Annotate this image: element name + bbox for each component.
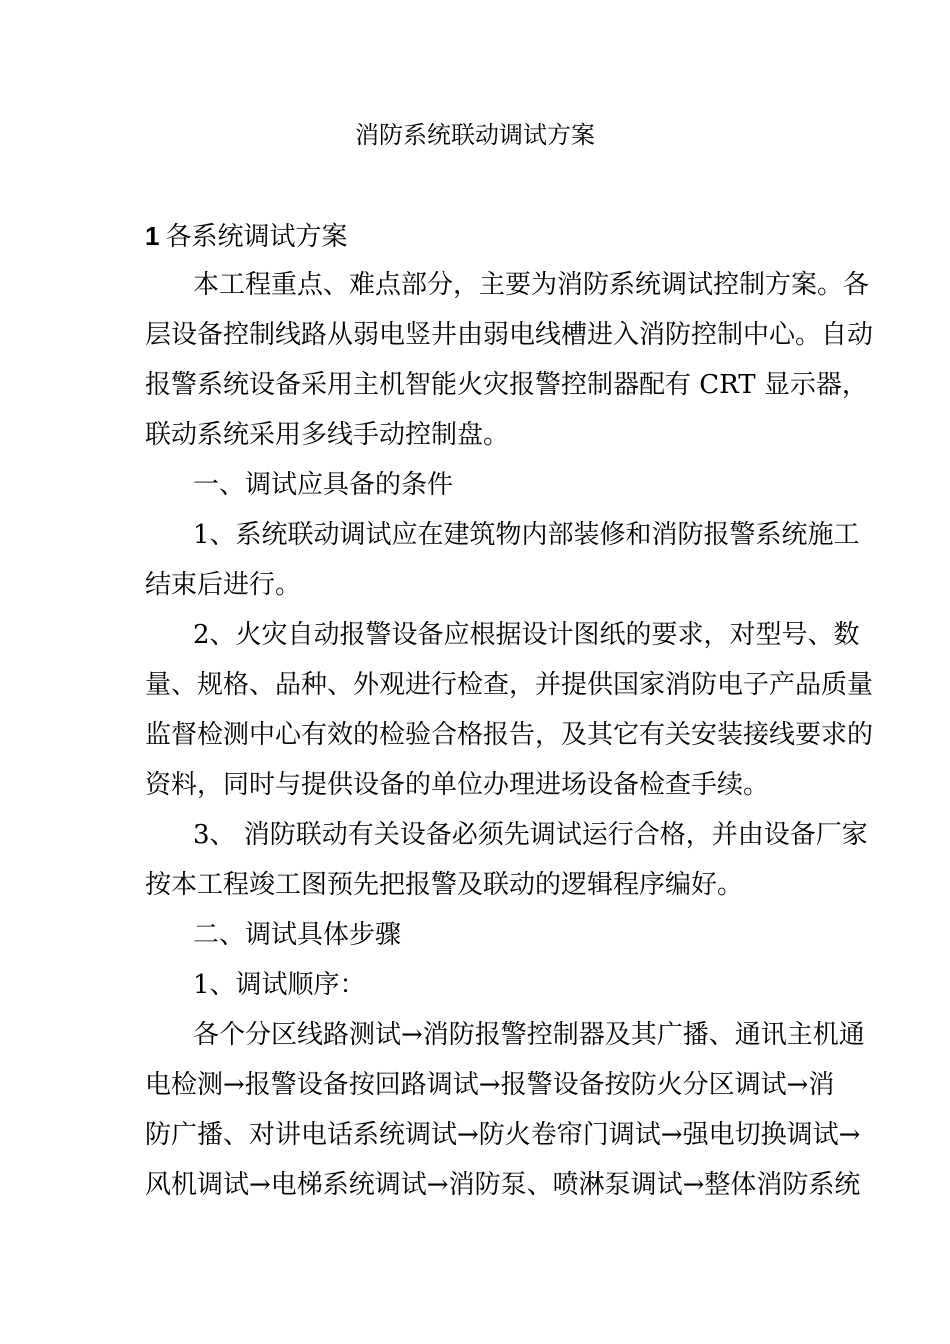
document-title: 消防系统联动调试方案 (355, 121, 595, 149)
paragraph-line: 1、调试顺序： (193, 970, 366, 1000)
paragraph-line: 1、系统联动调试应在建筑物内部装修和消防报警系统施工 (193, 520, 860, 550)
subsection-heading: 一、调试应具备的条件 (193, 470, 454, 500)
paragraph-line: 3、 消防联动有关设备必须先调试运行合格，并由设备厂家 (193, 820, 868, 850)
paragraph-line: 资料，同时与提供设备的单位办理进场设备检查手续。 (145, 770, 770, 800)
paragraph-line: 联动系统采用多线手动控制盘。 (145, 420, 510, 450)
paragraph-line: 量、规格、品种、外观进行检查，并提供国家消防电子产品质量 (145, 670, 874, 700)
paragraph-line: 结束后进行。 (145, 570, 302, 600)
paragraph-line: 层设备控制线路从弱电竖井由弱电线槽进入消防控制中心。自动 (145, 320, 874, 350)
paragraph-line: 按本工程竣工图预先把报警及联动的逻辑程序编好。 (145, 870, 744, 900)
paragraph-line: 电检测→报警设备按回路调试→报警设备按防火分区调试→消 (145, 1070, 835, 1100)
paragraph-line: 本工程重点、难点部分，主要为消防系统调试控制方案。各 (193, 270, 870, 300)
paragraph-line: 防广播、对讲电话系统调试→防火卷帘门调试→强电切换调试→ (145, 1120, 861, 1150)
section-heading-text: 各系统调试方案 (165, 222, 348, 252)
paragraph-line: 风机调试→电梯系统调试→消防泵、喷淋泵调试→整体消防系统 (145, 1170, 861, 1200)
subsection-heading: 二、调试具体步骤 (193, 920, 402, 950)
paragraph-line: 各个分区线路测试→消防报警控制器及其广播、通讯主机通 (193, 1020, 865, 1050)
paragraph-line: 2、火灾自动报警设备应根据设计图纸的要求，对型号、数 (193, 620, 860, 650)
section-heading (145, 217, 347, 256)
section-number: 1 (145, 221, 160, 251)
paragraph-line: 监督检测中心有效的检验合格报告，及其它有关安装接线要求的 (145, 720, 874, 750)
paragraph-line: 报警系统设备采用主机智能火灾报警控制器配有 CRT 显示器， (145, 370, 868, 400)
